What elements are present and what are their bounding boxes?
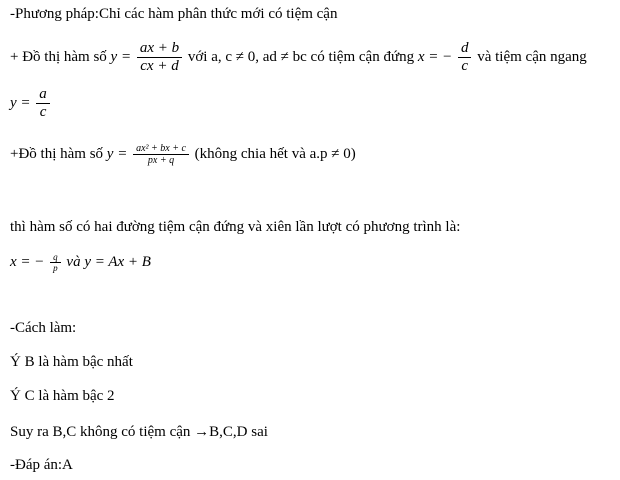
horizontal-asymptote-line	[10, 86, 52, 121]
method-header: -Cách làm:	[10, 320, 77, 336]
case2-numerator: ax² + bx + c	[133, 143, 189, 155]
horiz-den: c	[39, 104, 47, 120]
step-c: Ý C là hàm bậc 2	[10, 388, 115, 404]
case2-condition: (không chia hết và a.p ≠ 0)	[194, 146, 356, 162]
case1-fraction	[137, 40, 182, 75]
step-b: Ý B là hàm bậc nhất	[10, 354, 133, 370]
asym-rest: và y = Ax + B	[66, 254, 151, 270]
case2-fraction	[133, 143, 189, 166]
case1-line	[10, 40, 587, 75]
method-line: -Phương pháp:Chỉ các hàm phân thức mới có tiệm cận	[10, 6, 338, 22]
asym-fraction	[50, 252, 61, 273]
case1-denominator: cx + d	[140, 58, 179, 74]
case1-vert-num: d	[458, 40, 472, 58]
case2-line	[10, 143, 356, 166]
asym-den: p	[53, 263, 58, 273]
case2-prefix: +Đồ thị hàm số	[10, 146, 107, 162]
case1-y-eq: y =	[110, 49, 132, 65]
horiz-num: a	[36, 86, 50, 104]
case1-condition: với a, c ≠ 0, ad ≠ bc có tiệm cận đứng	[187, 49, 418, 65]
asym-x-eq: x = −	[10, 254, 45, 270]
case2-denominator: px + q	[147, 155, 175, 166]
case1-prefix: + Đồ thị hàm số	[10, 49, 111, 65]
asymptote-equation	[10, 252, 151, 273]
case1-x-eq: x = −	[417, 49, 453, 65]
answer: -Đáp án:A	[10, 457, 73, 473]
case1-vert-den: c	[461, 58, 469, 74]
case1-vertical-fraction	[458, 40, 472, 75]
case2-y-eq: y =	[106, 146, 128, 162]
asym-num: q	[50, 252, 61, 263]
case1-numerator: ax + b	[137, 40, 182, 58]
case1-suffix: và tiệm cận ngang	[477, 49, 587, 65]
horiz-fraction	[36, 86, 50, 121]
conclusion: Suy ra B,C không có tiệm cận →B,C,D sai	[10, 424, 268, 440]
horiz-y-eq: y =	[10, 95, 31, 111]
asymptote-line: thì hàm số có hai đường tiệm cận đứng và xiên lần lượt có phương trình là:	[10, 219, 461, 235]
